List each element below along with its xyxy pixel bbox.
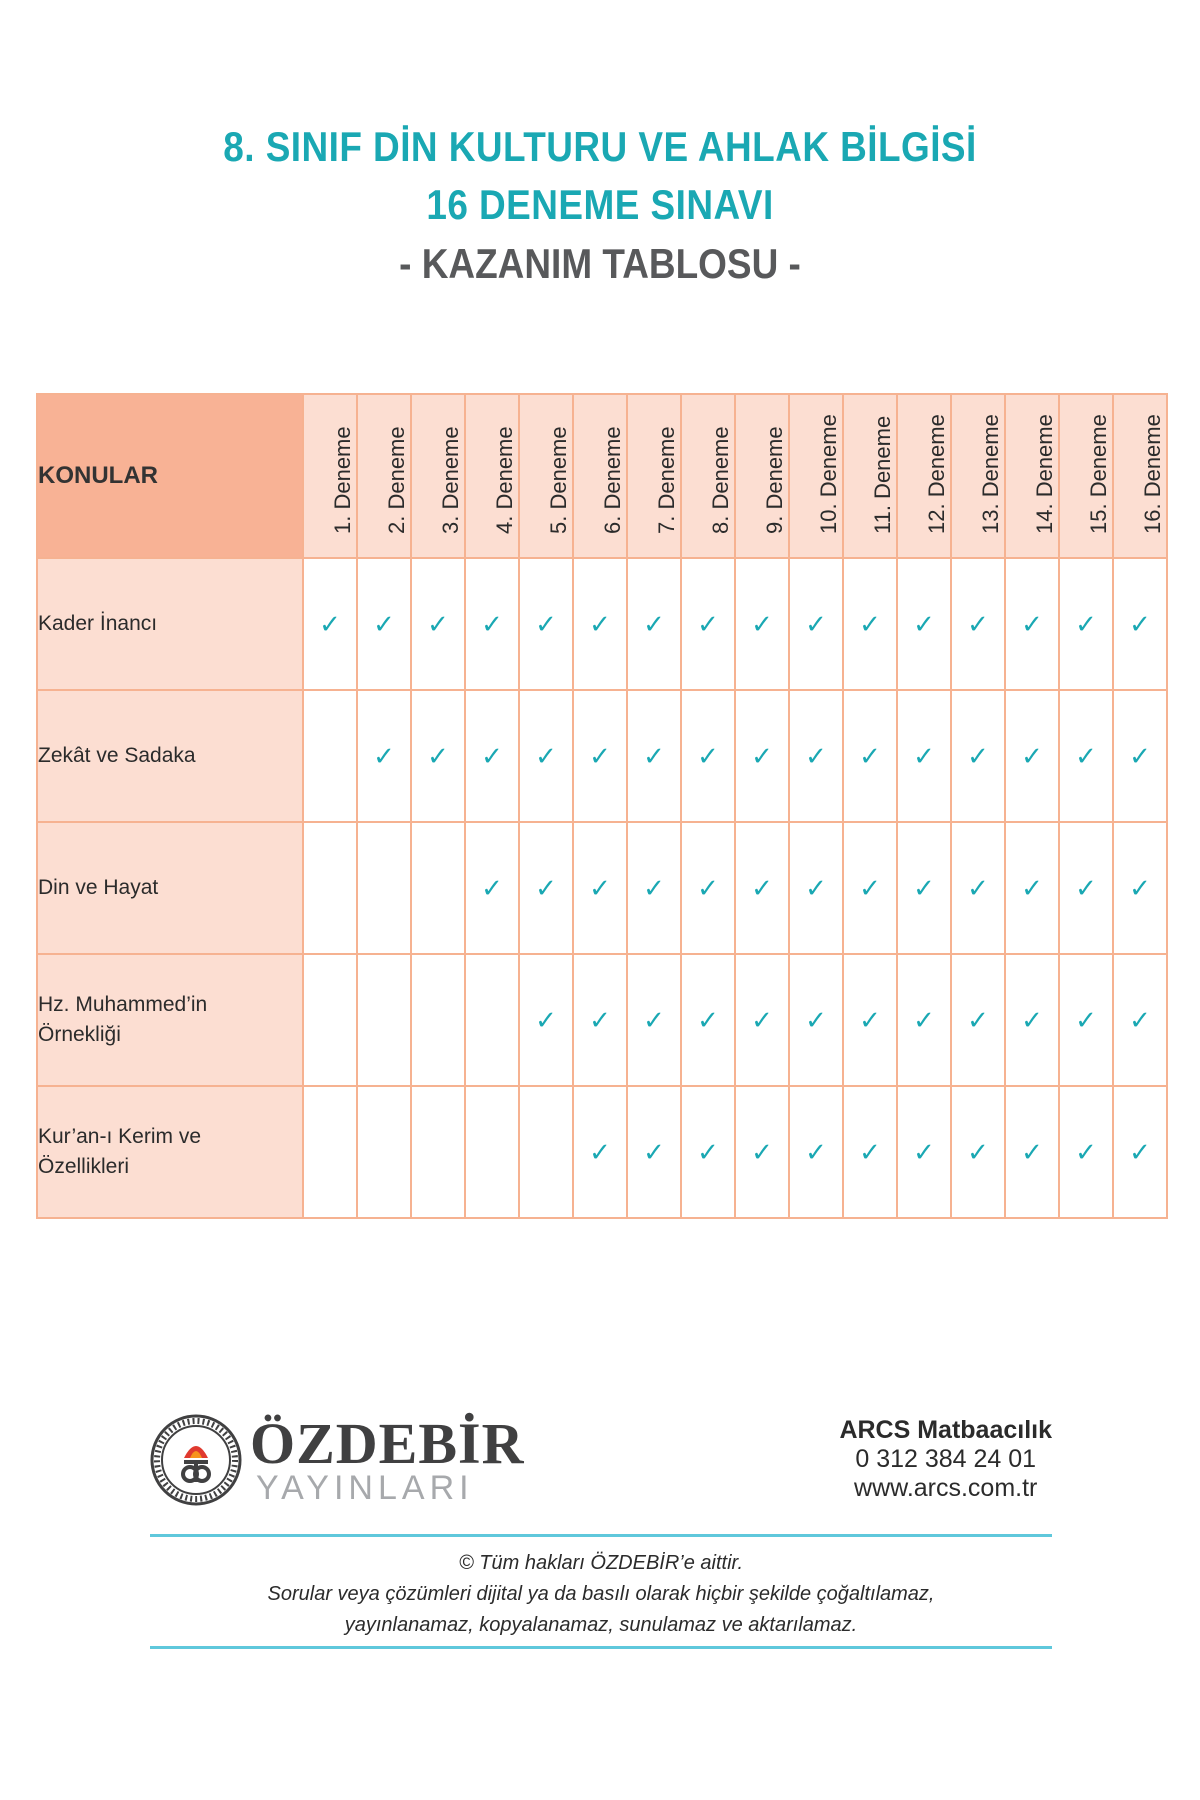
check-icon: ✓: [859, 608, 881, 639]
title-line-1: 8. SINIF DİN KULTURU VE AHLAK BİLGİSİ: [223, 123, 977, 170]
column-header-label: 5. Deneme: [546, 426, 571, 534]
topic-label: Hz. Muhammed’in: [38, 993, 208, 1016]
check-cell: [843, 822, 897, 954]
subtitle: - KAZANIM TABLOSU -: [399, 240, 801, 287]
check-icon: ✓: [1129, 1136, 1151, 1167]
column-header-label: 11. Deneme: [870, 415, 895, 534]
check-cell: [789, 690, 843, 822]
topic-cell: [37, 954, 303, 1086]
check-icon: ✓: [859, 1136, 881, 1167]
check-cell: [1059, 690, 1113, 822]
column-header-label: 12. Deneme: [924, 414, 949, 534]
check-cell: [465, 822, 519, 954]
check-cell: [303, 1086, 357, 1218]
title-line-2: 16 DENEME SINAVI: [426, 181, 774, 228]
legal-line-2: yayınlanamaz, kopyalanamaz, sunulamaz ve aktarılamaz.: [344, 1614, 858, 1636]
check-cell: [789, 558, 843, 690]
check-cell: [411, 690, 465, 822]
check-icon: ✓: [967, 608, 989, 639]
check-cell: [519, 558, 573, 690]
column-header-label: 10. Deneme: [816, 414, 841, 534]
check-icon: ✓: [859, 1004, 881, 1035]
column-header-deneme-6: [573, 394, 627, 558]
check-cell: [681, 1086, 735, 1218]
check-icon: ✓: [373, 740, 395, 771]
topic-label: Örnekliği: [38, 1023, 121, 1046]
check-cell: [789, 822, 843, 954]
printer-name: ARCS Matbaacılık: [839, 1416, 1052, 1444]
column-header-deneme-3: [411, 394, 465, 558]
check-cell: [843, 558, 897, 690]
check-cell: [789, 1086, 843, 1218]
check-cell: [627, 954, 681, 1086]
topic-label: Kader İnancı: [38, 612, 158, 635]
check-icon: ✓: [1129, 608, 1151, 639]
check-icon: ✓: [589, 872, 611, 903]
check-cell: [627, 1086, 681, 1218]
check-icon: ✓: [805, 872, 827, 903]
check-cell: [465, 1086, 519, 1218]
check-icon: ✓: [427, 608, 449, 639]
publisher-sub: YAYINLARI: [256, 1469, 474, 1507]
check-cell: [1113, 558, 1167, 690]
topic-label: Özellikleri: [38, 1155, 130, 1178]
publisher-brand: [250, 1411, 525, 1507]
topic-cell: [37, 558, 303, 690]
column-header-label: 15. Deneme: [1086, 414, 1111, 534]
column-header-label: 16. Deneme: [1140, 414, 1165, 534]
check-cell: [681, 690, 735, 822]
check-cell: [519, 822, 573, 954]
check-cell: [573, 822, 627, 954]
check-cell: [519, 690, 573, 822]
check-icon: ✓: [859, 740, 881, 771]
topic-cell: [37, 822, 303, 954]
check-cell: [1059, 954, 1113, 1086]
check-cell: [573, 558, 627, 690]
check-cell: [357, 1086, 411, 1218]
check-cell: [1113, 822, 1167, 954]
check-icon: ✓: [643, 1136, 665, 1167]
topic-label: Din ve Hayat: [38, 876, 159, 899]
check-cell: [1059, 822, 1113, 954]
check-icon: ✓: [589, 608, 611, 639]
check-cell: [1005, 822, 1059, 954]
check-icon: ✓: [913, 1136, 935, 1167]
check-cell: [897, 690, 951, 822]
page-header: [0, 118, 1200, 294]
check-icon: ✓: [913, 740, 935, 771]
check-cell: [1113, 954, 1167, 1086]
kazanim-table: [36, 393, 1168, 1219]
check-icon: ✓: [859, 872, 881, 903]
check-cell: [573, 690, 627, 822]
check-icon: ✓: [535, 872, 557, 903]
check-icon: ✓: [535, 740, 557, 771]
topic-cell: [37, 690, 303, 822]
column-header-deneme-16: [1113, 394, 1167, 558]
footer-divider-top: [150, 1534, 1052, 1537]
check-icon: ✓: [1129, 872, 1151, 903]
publisher-name: ÖZDEBİR: [250, 1411, 525, 1476]
table-row: [37, 954, 1167, 1086]
check-icon: ✓: [751, 1136, 773, 1167]
table-body: [37, 558, 1167, 1218]
column-header-deneme-9: [735, 394, 789, 558]
check-icon: ✓: [805, 608, 827, 639]
check-icon: ✓: [481, 740, 503, 771]
column-header-deneme-2: [357, 394, 411, 558]
check-cell: [1005, 954, 1059, 1086]
check-icon: ✓: [913, 872, 935, 903]
table-row: [37, 558, 1167, 690]
check-cell: [735, 1086, 789, 1218]
column-header-label: 6. Deneme: [600, 426, 625, 534]
check-cell: [357, 954, 411, 1086]
check-cell: [897, 822, 951, 954]
check-cell: [681, 822, 735, 954]
check-icon: ✓: [805, 1004, 827, 1035]
check-icon: ✓: [751, 872, 773, 903]
column-header-label: 2. Deneme: [384, 426, 409, 534]
check-icon: ✓: [1129, 740, 1151, 771]
check-cell: [357, 558, 411, 690]
check-icon: ✓: [319, 608, 341, 639]
check-cell: [681, 558, 735, 690]
check-cell: [627, 558, 681, 690]
check-cell: [303, 690, 357, 822]
check-icon: ✓: [1075, 1004, 1097, 1035]
check-icon: ✓: [697, 872, 719, 903]
check-icon: ✓: [697, 1004, 719, 1035]
check-icon: ✓: [1021, 740, 1043, 771]
printer-website[interactable]: www.arcs.com.tr: [854, 1474, 1038, 1502]
column-header-label: 9. Deneme: [762, 426, 787, 534]
check-icon: ✓: [805, 740, 827, 771]
column-header-deneme-7: [627, 394, 681, 558]
legal-notice: [150, 1548, 1052, 1641]
topic-label: Kur’an-ı Kerim ve: [38, 1125, 201, 1148]
check-cell: [411, 558, 465, 690]
column-header-label: 4. Deneme: [492, 426, 517, 534]
check-icon: ✓: [1021, 872, 1043, 903]
column-header-label: 14. Deneme: [1032, 414, 1057, 534]
check-cell: [411, 1086, 465, 1218]
check-cell: [1005, 558, 1059, 690]
check-cell: [951, 690, 1005, 822]
check-cell: [951, 954, 1005, 1086]
table-row: [37, 1086, 1167, 1218]
check-icon: ✓: [481, 608, 503, 639]
konular-header: KONULAR: [37, 394, 303, 558]
check-icon: ✓: [1129, 1004, 1151, 1035]
check-cell: [897, 558, 951, 690]
check-cell: [465, 558, 519, 690]
check-cell: [519, 1086, 573, 1218]
check-cell: [357, 822, 411, 954]
check-icon: ✓: [697, 1136, 719, 1167]
check-icon: ✓: [1021, 1136, 1043, 1167]
check-icon: ✓: [589, 740, 611, 771]
check-cell: [303, 558, 357, 690]
check-cell: [573, 954, 627, 1086]
check-icon: ✓: [1075, 740, 1097, 771]
check-icon: ✓: [751, 740, 773, 771]
check-icon: ✓: [913, 1004, 935, 1035]
check-cell: [357, 690, 411, 822]
column-header-label: 13. Deneme: [978, 414, 1003, 534]
check-icon: ✓: [967, 1136, 989, 1167]
check-cell: [735, 954, 789, 1086]
check-icon: ✓: [697, 608, 719, 639]
check-cell: [519, 954, 573, 1086]
check-icon: ✓: [643, 608, 665, 639]
check-icon: ✓: [751, 1004, 773, 1035]
check-cell: [1059, 558, 1113, 690]
check-cell: [573, 1086, 627, 1218]
topic-cell: [37, 1086, 303, 1218]
column-header-deneme-4: [465, 394, 519, 558]
check-cell: [1059, 1086, 1113, 1218]
check-cell: [627, 690, 681, 822]
column-header-label: 3. Deneme: [438, 426, 463, 534]
check-cell: [303, 822, 357, 954]
check-cell: [1113, 1086, 1167, 1218]
check-icon: ✓: [643, 740, 665, 771]
check-icon: ✓: [1075, 872, 1097, 903]
table-row: [37, 822, 1167, 954]
check-cell: [951, 1086, 1005, 1218]
printer-contact: [839, 1416, 1052, 1503]
check-cell: [735, 822, 789, 954]
check-icon: ✓: [967, 1004, 989, 1035]
check-cell: [735, 690, 789, 822]
check-icon: ✓: [427, 740, 449, 771]
copyright-text: © Tüm hakları ÖZDEBİR’e aittir.: [458, 1552, 744, 1574]
check-cell: [897, 1086, 951, 1218]
check-cell: [843, 954, 897, 1086]
check-icon: ✓: [967, 740, 989, 771]
check-icon: ✓: [1075, 608, 1097, 639]
topic-label: Zekât ve Sadaka: [38, 744, 196, 767]
printer-phone: 0 312 384 24 01: [855, 1445, 1037, 1473]
check-cell: [843, 690, 897, 822]
check-cell: [303, 954, 357, 1086]
check-cell: [735, 558, 789, 690]
column-header-label: 7. Deneme: [654, 426, 679, 534]
check-icon: ✓: [589, 1136, 611, 1167]
footer-divider-bottom: [150, 1646, 1052, 1649]
check-cell: [1005, 1086, 1059, 1218]
check-icon: ✓: [805, 1136, 827, 1167]
check-icon: ✓: [697, 740, 719, 771]
check-icon: ✓: [967, 872, 989, 903]
column-header-label: 8. Deneme: [708, 426, 733, 534]
table-row: [37, 690, 1167, 822]
publisher-logo: [150, 1414, 242, 1506]
check-icon: ✓: [643, 872, 665, 903]
column-header-deneme-13: [951, 394, 1005, 558]
column-header-deneme-15: [1059, 394, 1113, 558]
check-icon: ✓: [481, 872, 503, 903]
check-icon: ✓: [1075, 1136, 1097, 1167]
check-cell: [411, 954, 465, 1086]
check-cell: [897, 954, 951, 1086]
table-header-row: [37, 394, 1167, 558]
check-icon: ✓: [373, 608, 395, 639]
column-header-deneme-12: [897, 394, 951, 558]
check-icon: ✓: [913, 608, 935, 639]
column-header-deneme-11: [843, 394, 897, 558]
check-cell: [843, 1086, 897, 1218]
check-cell: [465, 954, 519, 1086]
check-cell: [627, 822, 681, 954]
check-icon: ✓: [535, 608, 557, 639]
column-header-deneme-14: [1005, 394, 1059, 558]
check-cell: [951, 558, 1005, 690]
column-header-deneme-5: [519, 394, 573, 558]
check-cell: [465, 690, 519, 822]
check-cell: [951, 822, 1005, 954]
legal-line-1: Sorular veya çözümleri dijital ya da basılı olarak hiçbir şekilde çoğaltılamaz,: [267, 1583, 935, 1605]
check-icon: ✓: [1021, 1004, 1043, 1035]
check-icon: ✓: [1021, 608, 1043, 639]
column-header-deneme-10: [789, 394, 843, 558]
check-cell: [789, 954, 843, 1086]
check-icon: ✓: [643, 1004, 665, 1035]
check-cell: [411, 822, 465, 954]
check-icon: ✓: [535, 1004, 557, 1035]
check-cell: [1113, 690, 1167, 822]
column-header-deneme-1: [303, 394, 357, 558]
column-header-label: 1. Deneme: [330, 426, 355, 534]
kazanim-table-container: [36, 393, 1168, 1219]
check-cell: [1005, 690, 1059, 822]
check-icon: ✓: [751, 608, 773, 639]
check-cell: [681, 954, 735, 1086]
column-header-deneme-8: [681, 394, 735, 558]
check-icon: ✓: [589, 1004, 611, 1035]
